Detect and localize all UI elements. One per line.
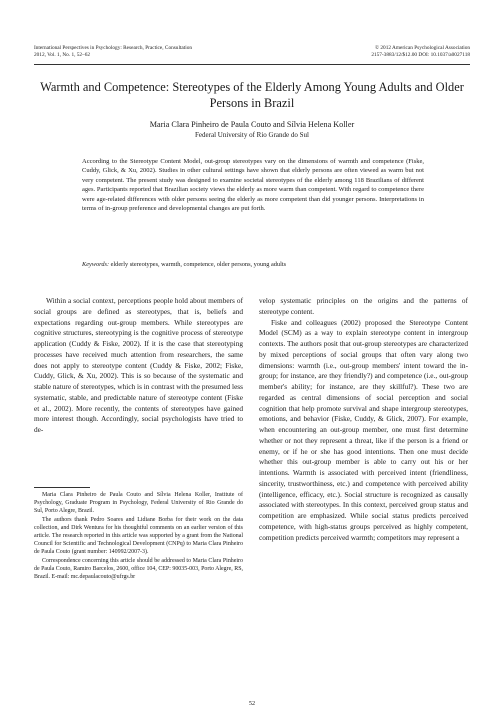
header-divider bbox=[34, 64, 470, 65]
keywords-text: elderly stereotypes, warmth, competence, older persons, young adults bbox=[110, 261, 287, 268]
body-paragraph: Within a social context, perceptions people hold about members of social groups are defined as stereotypes, that is, beliefs and expectations regarding out-group members. While stereotypes are cognitive structures, stereotyping is the cognitive process of stereotype application (Cuddy & Fiske, 2002). If it is the case that stereotyping processes have received much attention from researchers, the same does not apply to stereotype content (Cuddy & Fiske, 2002; Fiske, Cuddy, Glick, & Xu, 2002). This is so because of the systematic and stable nature of stereotypes, which is in contrast with the presumed less systematic, stable, and predictable nature of stereotype content (Fiske et al., 2002). More recently, the contents of stereotypes have gained more interest though. Accordingly, social psychologists have tried to de- bbox=[34, 296, 243, 434]
footnote-correspondence: Correspondence concerning this article should be addressed to Maria Clara Pinheiro de Paula Couto, Ramiro Barcelos, 2600, office 104, CEP: 90035-003, Porto Alegre, RS, Brazil. E-mail: mc.depaulacouto@ufrgs.br bbox=[34, 557, 243, 581]
footnote-divider bbox=[34, 487, 90, 488]
footnote-affiliation: Maria Clara Pinheiro de Paula Couto and Sílvia Helena Koller, Institute of Psychology, Graduate Program in Psychology, Federal University of Rio Grande do Sul, Porto Alegre, Brazil. bbox=[34, 492, 243, 515]
page-number: 52 bbox=[248, 700, 256, 707]
doi-line: 2157-3883/12/$12.00 DOI: 10.1037/a0027118 bbox=[371, 52, 470, 58]
body-column-left bbox=[34, 296, 243, 436]
journal-volume: 2012, Vol. 1, No. 1, 52–62 bbox=[34, 52, 91, 58]
journal-header bbox=[34, 45, 192, 59]
body-column-right bbox=[259, 296, 468, 543]
footnote-acknowledgments: The authors thank Pedro Soares and Lidiane Borba for their work on the data collection, and Dirk Wentura for his thoughtful comments on an earlier version of this article. The research reported in this article was supported by a grant from the National Council for Scientific and Technological Development (CNPq) to Maria Clara Pinheiro de Paula Couto (grant number: 140992/2007-3). bbox=[34, 516, 243, 556]
author-affiliation: Federal University of Rio Grande do Sul bbox=[195, 131, 309, 139]
journal-name: International Perspectives in Psychology: Research, Practice, Consultation bbox=[34, 45, 192, 51]
keywords-label: Keywords: bbox=[82, 261, 110, 268]
author-note bbox=[34, 491, 243, 581]
copyright-notice: © 2012 American Psychological Association bbox=[375, 45, 470, 51]
abstract: According to the Stereotype Content Model, out-group stereotypes vary on the dimensions of warmth and competence (Fiske, Cuddy, Glick, & Xu, 2002). Studies in other cultural settings have shown that elderly persons are often viewed as warm but not very competent. The present study was designed to examine societal stereotypes of the elderly among 118 Brazilians of different ages. Participants reported that Brazilian society views the elderly as more warm than competent. With regard to competence there were age-related differences with older persons seeing the elderly as more competent than did younger persons. Interpretations in terms of in-group preference and developmental changes are put forth. bbox=[82, 158, 424, 213]
author-list: Maria Clara Pinheiro de Paula Couto and Sílvia Helena Koller bbox=[149, 120, 355, 129]
body-paragraph-continuation: velop systematic principles on the origins and the patterns of stereotype content. bbox=[259, 296, 468, 316]
keywords bbox=[82, 261, 424, 269]
copyright-header bbox=[371, 45, 470, 59]
body-paragraph: Fiske and colleagues (2002) proposed the Stereotype Content Model (SCM) as a way to explain stereotype content in intergroup contexts. The authors posit that out-group stereotypes are characterized by mixed perceptions of social groups that often vary along two dimensions: warmth (i.e., out-group members' intent toward the in-group; for instance, are they friendly?) and competence (i.e., out-group member's ability; for instance, are they skillful?). These two are regarded as central dimensions of social perception and social cognition that help promote survival and shape intergroup stereotypes, emotions, and behavior (Fiske, Cuddy, & Glick, 2007). For example, when encountering an out-group member, one must first determine whether or not they represent a threat, like if the person is a friend or enemy, or if he or she has good intentions. Then one must decide whether this out-group member is able to carry out his or her intentions. Warmth is associated with perceived intent (friendliness, sincerity, trustworthiness, etc.) and competence with perceived ability (intelligence, efficacy, etc.). Social structure is recognized as causally associated with stereotypes. In this context, perceived group status and competition are emphasized. While social status predicts perceived competence, with high-status groups perceived as highly competent, competition predicts perceived warmth; competitors may represent a bbox=[259, 317, 468, 542]
article-title: Warmth and Competence: Stereotypes of the Elderly Among Young Adults and Older Persons in Brazil bbox=[40, 80, 464, 110]
